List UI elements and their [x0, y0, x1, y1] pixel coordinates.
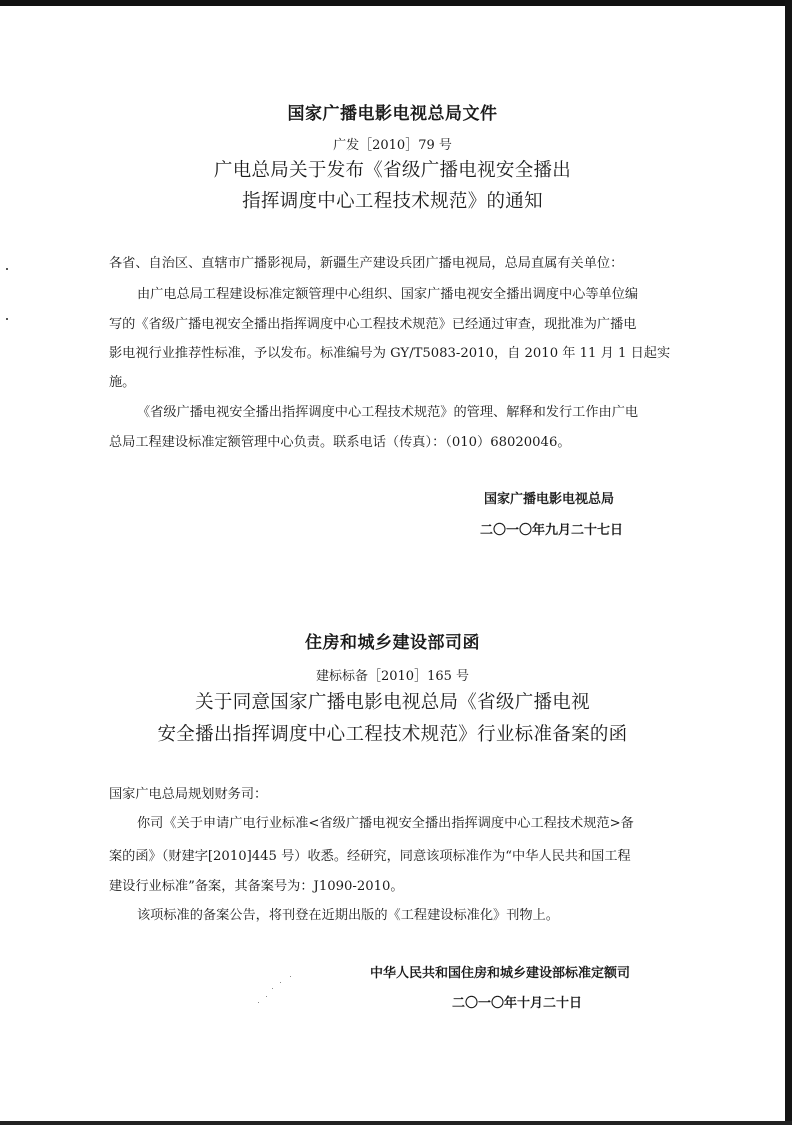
doc1-paragraph1-line-4: 施。 [109, 375, 136, 390]
scan-mark [6, 268, 8, 270]
doc2-heading-line-2: 安全播出指挥调度中心工程技术规范》行业标准备案的函 [157, 724, 628, 745]
doc2-paragraph1-line-1: 你司《关于申请广电行业标准<省级广播电视安全播出指挥调度中心工程技术规范>备 [137, 816, 634, 831]
doc1-heading-line-2: 指挥调度中心工程技术规范》的通知 [242, 191, 543, 212]
doc2-paragraph2-line-1: 该项标准的备案公告，将刊登在近期出版的《工程建设标准化》刊物上。 [137, 908, 559, 923]
scan-edge-right [785, 0, 792, 1125]
scan-edge-top [0, 0, 792, 6]
doc1-paragraph1-line-1: 由广电总局工程建设标准定额管理中心组织、国家广播电视安全播出调度中心等单位编 [137, 287, 639, 302]
doc2-heading-line-1: 关于同意国家广播电影电视总局《省级广播电视 [195, 692, 590, 713]
scan-speckle [266, 996, 267, 997]
doc2-title: 住房和城乡建设部司函 [305, 633, 480, 653]
doc2-paragraph1-line-3: 建设行业标准”备案，其备案号为：J1090-2010。 [109, 879, 404, 894]
doc2-paragraph1-line-2: 案的函》（财建字[2010]445 号）收悉。经研究，同意该项标准作为“中华人民共和国工程 [109, 849, 631, 864]
doc1-paragraph2-line-1: 《省级广播电视安全播出指挥调度中心工程技术规范》的管理、解释和发行工作由广电 [137, 405, 639, 420]
scan-mark [6, 318, 8, 320]
doc2-addressee: 国家广电总局规划财务司： [109, 787, 268, 802]
doc1-doc-number: 广发［2010］79 号 [333, 138, 452, 153]
scan-speckle [290, 976, 291, 977]
doc1-paragraph1-line-3: 影电视行业推荐性标准，予以发布。标准编号为 GY/T5083-2010，自 2010 年 11 月 1 日起实 [109, 346, 671, 361]
doc1-heading-line-1: 广电总局关于发布《省级广播电视安全播出 [213, 160, 572, 181]
doc1-addressee: 各省、自治区、直辖市广播影视局，新疆生产建设兵团广播电视局，总局直属有关单位： [109, 256, 624, 271]
scan-speckle [258, 1002, 259, 1003]
doc1-title: 国家广播电影电视总局文件 [287, 104, 498, 124]
scan-edge-bottom [0, 1121, 792, 1125]
doc1-paragraph1-line-2: 写的《省级广播电视安全播出指挥调度中心工程技术规范》已经通过审查，现批准为广播电 [109, 317, 637, 332]
doc1-date: 二〇一〇年九月二十七日 [480, 523, 624, 538]
doc1-signature: 国家广播电影电视总局 [484, 492, 615, 507]
scan-speckle [280, 982, 281, 983]
scan-speckle [272, 988, 273, 989]
doc2-doc-number: 建标标备［2010］165 号 [315, 669, 470, 684]
doc1-paragraph2-line-2: 总局工程建设标准定额管理中心负责。联系电话（传真）：（010）68020046。 [109, 435, 571, 450]
doc2-date: 二〇一〇年十月二十日 [452, 996, 583, 1011]
doc2-signature: 中华人民共和国住房和城乡建设部标准定额司 [370, 966, 631, 981]
